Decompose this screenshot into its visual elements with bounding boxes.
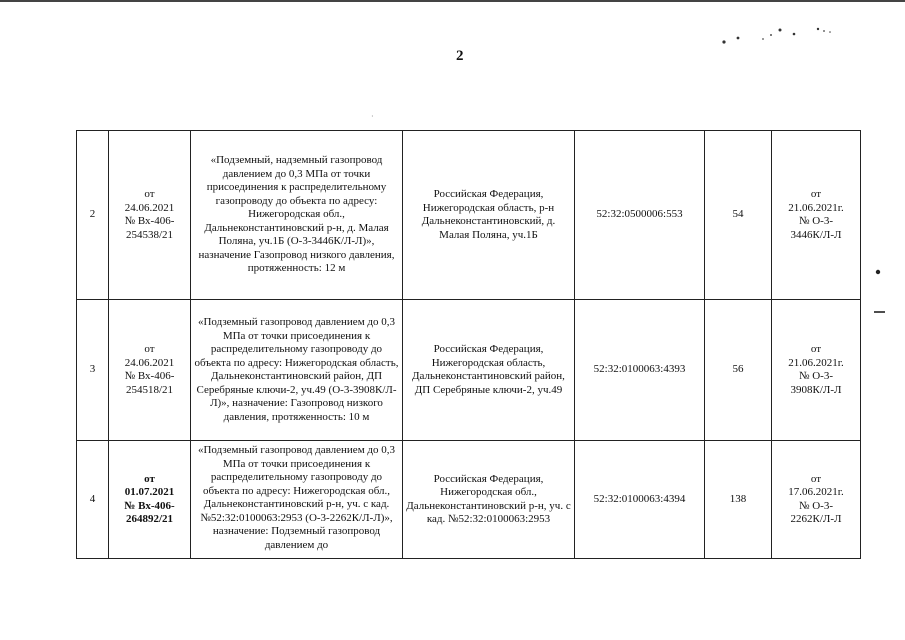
contract-ref: от 17.06.2021г. № О-3- 2262К/Л-Л — [772, 441, 861, 559]
row-number: 4 — [77, 441, 109, 559]
objects-table — [76, 130, 861, 559]
area-value: 56 — [705, 300, 772, 441]
object-address: Российская Федерация, Нижегородская область, р-н Дальнеконстантиновский, д. Малая Поляна, уч.1Б — [403, 131, 575, 300]
page-top-edge — [0, 0, 905, 2]
page-number: 2 — [456, 48, 464, 64]
scan-specks — [720, 20, 840, 50]
object-description: «Подземный, надземный газопровод давлением до 0,3 МПа от точки присоединения к распределительному газопроводу до объекта по адресу: Нижегородская обл., Дальнеконстантиновский р-н, д. Малая Поляна, уч.1Б (О-3-3446К/Л-Л)», назначение Газопровод низкого давления, протяженность: 12 м — [191, 131, 403, 300]
table-row — [77, 441, 861, 559]
object-address: Российская Федерация, Нижегородская область, Дальнеконстантиновский район, ДП Серебряные ключи-2, уч.49 — [403, 300, 575, 441]
margin-dot — [873, 267, 883, 277]
object-description: «Подземный газопровод давлением до 0,3 МПа от точки присоединения к распределительному газопроводу до объекта по адресу: Нижегородская обл., Дальнеконстантиновский р-н, уч. с кад. №52:32:0100063:2953 (О-3-2262К/Л-Л)», назначение: Подземный газопровод давлением до — [191, 441, 403, 559]
incoming-ref: от 01.07.2021 № Вх-406- 264892/21 — [109, 441, 191, 559]
area-value: 138 — [705, 441, 772, 559]
cadastral-number: 52:32:0100063:4394 — [575, 441, 705, 559]
scan-dot: · — [371, 112, 374, 121]
contract-ref: от 21.06.2021г. № О-3- 3908К/Л-Л — [772, 300, 861, 441]
incoming-ref: от 24.06.2021 № Вх-406- 254538/21 — [109, 131, 191, 300]
area-value: 54 — [705, 131, 772, 300]
margin-dash — [873, 307, 887, 317]
incoming-ref: от 24.06.2021 № Вх-406- 254518/21 — [109, 300, 191, 441]
object-description: «Подземный газопровод давлением до 0,3 МПа от точки присоединения к распределительному газопроводу до объекта по адресу: Нижегородская область, Дальнеконстантиновский район, ДП Серебряные ключи-2, уч.49 (О-3-3908К/Л-Л)», назначение: Газопровод низкого давления, протяженность: 10 м — [191, 300, 403, 441]
table-row — [77, 300, 861, 441]
row-number: 2 — [77, 131, 109, 300]
cadastral-number: 52:32:0100063:4393 — [575, 300, 705, 441]
object-address: Российская Федерация, Нижегородская обл., Дальнеконстантиновский р-н, уч. с кад. №52:32:0100063:2953 — [403, 441, 575, 559]
cadastral-number: 52:32:0500006:553 — [575, 131, 705, 300]
table-row — [77, 131, 861, 300]
contract-ref: от 21.06.2021г. № О-3- 3446К/Л-Л — [772, 131, 861, 300]
row-number: 3 — [77, 300, 109, 441]
